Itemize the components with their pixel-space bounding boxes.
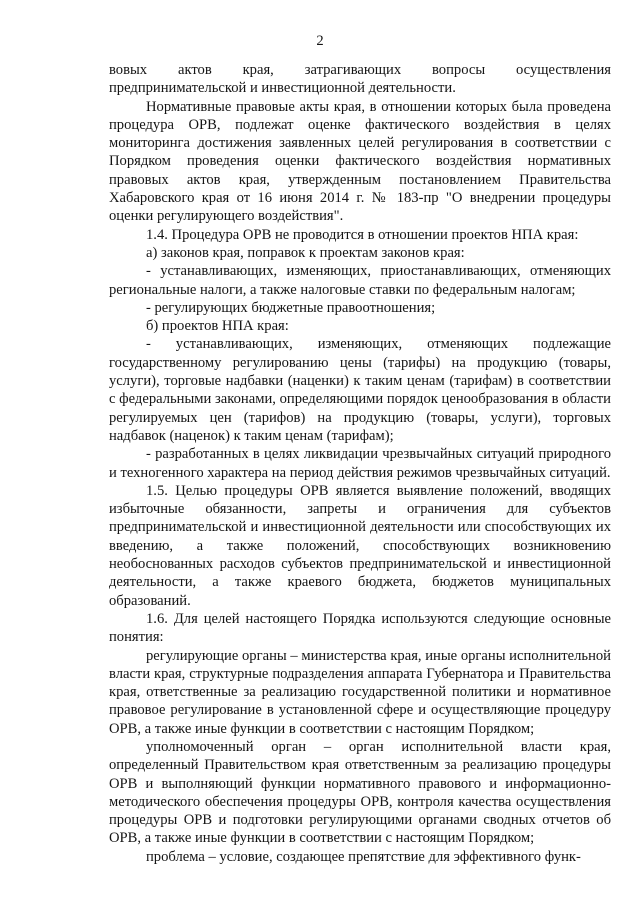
paragraph-item-b-tariffs: - устанавливающих, изменяющих, отменяющих подлежащие государственному регулированию цены (тарифы) на продукцию (товары, услуги), торговые надбавки (наценки) к таким ценам (тарифам) в соответствии с федеральными законами, определяющими порядок ценообразования в области регулируемых цен (тарифов) на продукцию (товары, услуги), торговых надбавок (наценок) к таким ценам (тарифам);: [109, 336, 611, 444]
paragraph-1-5: 1.5. Целью процедуры ОРВ является выявление положений, вводящих избыточные обязанности, запреты и ограничения для субъектов предпринимательской и инвестиционной деятельности или способствующих их введению, а также положений, способствующих возникновению необоснованных расходов субъектов предпринимательской и инвестиционной деятельности, а также краевого бюджета, бюджетов муниципальных образований.: [109, 482, 611, 609]
paragraph-fact-assessment: Нормативные правовые акты края, в отношении которых была проведена процедура ОРВ, подлежат оценке фактического воздействия в целях мониторинга достижения заявленных целей регулирования в соответствии с Порядком проведения оценки фактического воздействия нормативных правовых актов края, утвержденным постановлением Правительства Хабаровского края от 16 июня 2014 г. № 183-пр "О внедрении процедуры оценки регулирующего воздействия".: [109, 98, 611, 225]
paragraph-item-a-taxes: - устанавливающих, изменяющих, приостанавливающих, отменяющих региональные налоги, а также налоговые ставки по федеральным налогам;: [109, 263, 611, 298]
paragraph-1-6: 1.6. Для целей настоящего Порядка используются следующие основные понятия:: [109, 610, 611, 646]
page-number: 2: [316, 33, 324, 49]
paragraph-item-a: а) законов края, поправок к проектам законов края:: [146, 244, 465, 261]
paragraph-definition-regulating-bodies: регулирующие органы – министерства края, иные органы исполнительной власти края, структурные подразделения аппарата Губернатора и Правительства края, ответственные за реализацию государственной политики и нормативное правовое регулирование в установленной сфере и осуществляющие процедуру ОРВ, а также иные функции в соответствии с настоящим Порядком;: [109, 647, 611, 737]
paragraph-definition-problem: проблема – условие, создающее препятствие для эффективного функ-: [146, 848, 581, 865]
paragraph-item-b-emergency: - разработанных в целях ликвидации чрезвычайных ситуаций природного и техногенного характера на период действия режимов чрезвычайных ситуаций.: [109, 446, 611, 481]
paragraph-definition-authorized-body: уполномоченный орган – орган исполнительной власти края, определенный Правительством края ответственным за реализацию процедуры ОРВ и выполняющий функции нормативного правового и информационно-методического обеспечения процедуры ОРВ, контроля качества осуществления процедуры ОРВ и подготовки регулирующими органами сводных отчетов об ОРВ, а также иные функции в соответствии с настоящим Порядком;: [109, 738, 611, 847]
paragraph-continuation: вовых актов края, затрагивающих вопросы осуществления предпринимательской и инвестиционной деятельности.: [109, 62, 611, 97]
paragraph-item-b: б) проектов НПА края:: [146, 318, 289, 335]
paragraph-1-4: 1.4. Процедура ОРВ не проводится в отношении проектов НПА края:: [146, 226, 579, 243]
paragraph-item-a-budget: - регулирующих бюджетные правоотношения;: [146, 299, 436, 316]
